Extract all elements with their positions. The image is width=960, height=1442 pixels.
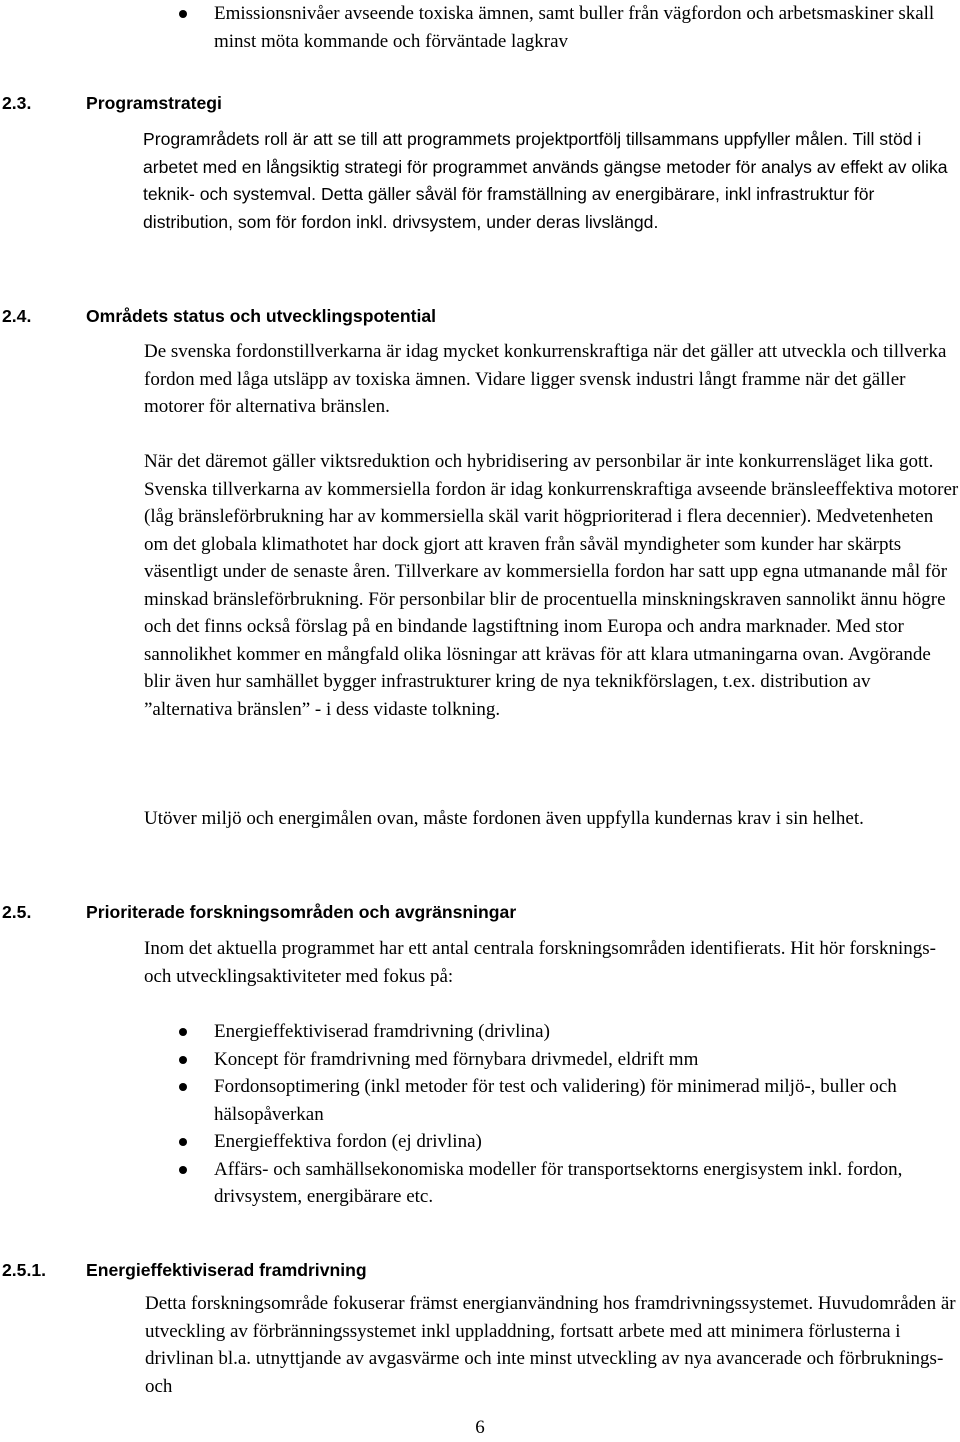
section-number: 2.3. <box>2 93 32 113</box>
section-2-3-paragraph: Programrådets roll är att se till att programmets projektportfölj tillsammans uppfyller målen. Till stöd i arbetet med en långsiktig strategi för programmet används gängse metoder för analys av effekt av olika teknik- och systemval. Detta gäller såväl för framställning av energibärare, inkl infrastruktur för distribution, som för fordon inkl. drivsystem, under deras livslängd. <box>143 129 948 232</box>
list-item <box>175 0 935 55</box>
bullet-icon <box>179 1056 187 1064</box>
section-title: Områdets status och utvecklingspotential <box>86 306 437 326</box>
section-heading-2-5 <box>0 899 960 929</box>
list-item <box>175 1018 960 1046</box>
section-heading-2-4 <box>0 303 960 333</box>
bullet-icon <box>179 1083 187 1091</box>
bullet-icon <box>179 1028 187 1036</box>
section-heading-2-3 <box>0 90 960 120</box>
list-item <box>175 1046 960 1074</box>
section-title: Programstrategi <box>86 93 222 113</box>
top-bullet-list <box>175 0 935 55</box>
bullet-text: Energieffektiva fordon (ej drivlina) <box>214 1131 482 1152</box>
section-2-4-paragraph-1: De svenska fordonstillverkarna är idag mycket konkurrenskraftiga när det gäller att utveckla och tillverka fordon med låga utsläpp av toxiska ämnen. Vidare ligger svensk industri långt framme när det gäller motorer för alternativa bränslen. <box>144 341 947 417</box>
list-item <box>175 1156 960 1211</box>
list-item <box>175 1128 960 1156</box>
section-title: Energieffektiviserad framdrivning <box>86 1260 367 1280</box>
section-2-4-paragraph-3: Utöver miljö och energimålen ovan, måste fordonen även uppfylla kundernas krav i sin helhet. <box>144 808 864 829</box>
bullet-text: Emissionsnivåer avseende toxiska ämnen, samt buller från vägfordon och arbetsmaskiner skall minst möta kommande och förväntade lagkrav <box>214 3 935 52</box>
bullet-icon <box>179 1138 187 1146</box>
bullet-text: Fordonsoptimering (inkl metoder för test och validering) för minimerad miljö-, buller och hälsopåverkan <box>214 1076 897 1125</box>
bullet-text: Koncept för framdrivning med förnybara drivmedel, eldrift mm <box>214 1048 699 1070</box>
section-number: 2.5. <box>2 902 32 922</box>
section-heading-2-5-1 <box>0 1257 960 1287</box>
research-areas-list <box>175 1018 960 1211</box>
page-number: 6 <box>475 1417 485 1438</box>
bullet-icon <box>179 1166 187 1174</box>
section-2-4-paragraph-2: När det däremot gäller viktsreduktion och hybridisering av personbilar är inte konkurrensläget lika gott. Svenska tillverkarna av kommersiella fordon är idag konkurrenskraftiga avseende bränsleeffektiva motorer (låg bränsleförbrukning har av kommersiella skäl varit högprioriterad i flera decennier). Medvetenheten om det globala klimathotet har dock gjort att kraven från såväl myndigheter som kunder har skärpts väsentligt under de senaste åren. Tillverkare av kommersiella fordon har satt upp egna utmanande mål för minskad bränsleförbrukning. För personbilar blir de procentuella minskningskraven sannolikt ännu högre och det finns också förslag på en bindande lagstiftning inom Europa och andra marknader. Med stor sannolikhet kommer en mångfald olika lösningar att krävas för att klara utmaningarna ovan. Avgörande blir även hur samhället bygger infrastrukturer kring de nya teknikförslagen, t.ex. distribution av ”alternativa bränslen” - i dess vidaste tolkning. <box>144 451 959 720</box>
section-title: Prioriterade forskningsområden och avgränsningar <box>86 902 517 922</box>
section-number: 2.4. <box>2 306 32 326</box>
list-item <box>175 1073 960 1128</box>
bullet-text: Affärs- och samhällsekonomiska modeller för transportsektorns energisystem inkl. fordon, drivsystem, energibärare etc. <box>214 1158 903 1207</box>
bullet-text: Energieffektiviserad framdrivning (drivlina) <box>214 1021 550 1042</box>
section-2-5-paragraph: Inom det aktuella programmet har ett antal centrala forskningsområden identifierats. Hit hör forsknings- och utvecklingsaktiviteter med fokus på: <box>144 938 936 987</box>
bullet-icon <box>179 10 187 18</box>
section-2-5-1-paragraph: Detta forskningsområde fokuserar främst energianvändning hos framdrivningssystemet. Huvudområden är utveckling av förbränningssystemet inkl uppladdning, fortsatt arbete med att minimera förlusterna i drivlinan bl.a. utnyttjande av avgasvärme och inte minst utveckling av nya avancerade och förbruknings- och <box>145 1293 956 1397</box>
section-number: 2.5.1. <box>2 1260 47 1280</box>
